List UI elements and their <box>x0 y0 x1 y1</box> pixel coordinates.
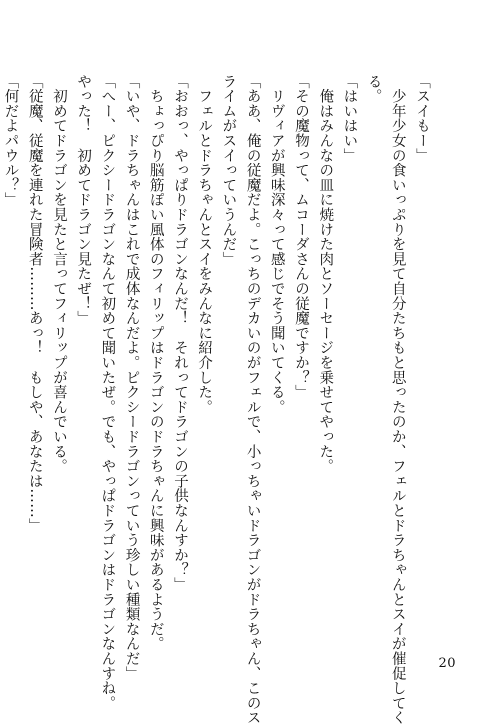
text-line: ちょっぴり脳筋ぽい風体のフィリップはドラゴンのドラちゃんに興味があるようだ。 <box>147 74 164 652</box>
text-line: る。 <box>365 74 382 104</box>
text-line: 「はいはい」 <box>341 74 358 163</box>
text-line: 「その魔物って、ムコーダさんの従魔ですか？」 <box>292 74 309 400</box>
text-line: 俺はみんなの皿に焼けた肉とソーセージを乗せてやった。 <box>317 74 334 474</box>
text-line: 少年少女の食いっぷりを見て自分たちもと思ったのか、フェルとドラちゃんとスイが催促してく <box>389 74 406 725</box>
text-line: 「従魔、従魔を連れた冒険者………あっ！ もしや、あなたは……」 <box>26 74 43 533</box>
text-line: 「スイもー」 <box>414 74 430 163</box>
text-line: 初めてドラゴンを見たと言ってフィリップが喜んでいる。 <box>50 74 67 474</box>
text-line: 「ああ、俺の従魔だよ。こっちのデカいのがフェルで、小っちゃいドラゴンがドラちゃん、このス <box>244 74 261 725</box>
body-text <box>0 74 434 725</box>
text-line: 「何だよパウル？」 <box>2 74 19 208</box>
text-line: 「へー、ピクシードラゴンなんて初めて聞いたぜ。でも、やっぱドラゴンはドラゴンなんすね。 <box>99 74 116 711</box>
text-line: ライムがスイっていうんだ」 <box>220 74 237 267</box>
text-line: 「いや、ドラちゃんはこれで成体なんだよ。ピクシードラゴンっていう珍しい種類なんだ」 <box>123 74 140 681</box>
text-line: 「おおっ、やっぱりドラゴンなんだ！ それってドラゴンの子供なんすか？」 <box>171 74 188 592</box>
text-line: やった！ 初めてドラゴン見たぜ！」 <box>75 74 92 326</box>
text-line: リヴィアが興味深々って感じでそう聞いてくる。 <box>268 74 285 415</box>
text-line: フェルとドラちゃんとスイをみんなに紹介した。 <box>196 74 213 415</box>
page-number: 20 <box>438 656 456 671</box>
